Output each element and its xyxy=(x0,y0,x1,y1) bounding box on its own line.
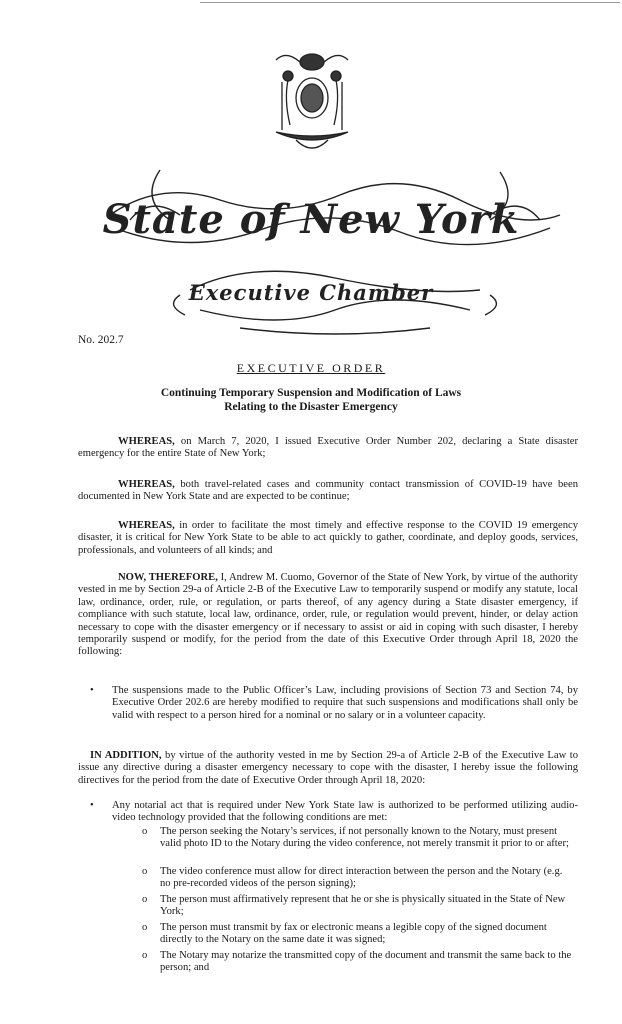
paragraph-lead: WHEREAS, xyxy=(118,479,175,490)
paragraph-text: I, Andrew M. Cuomo, Governor of the State of New York, by virtue of the authority vested in me by Section 29-a of Article 2-B of the Executive Law to temporarily suspend or modify any statute, local law, ordinance, order, rule, or regulation, or parts thereof, of any agency during a State disaster emergency, if compliance with such statute, local law, ordinance, order, rule, or regulation would prevent, hinder, or delay action necessary to cope with the disaster emergency or if necessary to assist or aid in coping with such disaster, I hereby temporarily suspend or modify, for the period from the date of this Executive Order through April 18, 2020 the following: xyxy=(78,572,578,658)
condition-text: The video conference must allow for direct interaction between the person and the Notary (e.g. no pre-recorded videos of the person signing); xyxy=(160,866,563,890)
order-number: No. 202.7 xyxy=(78,334,124,346)
paragraph-lead: IN ADDITION, xyxy=(90,750,162,761)
condition-item xyxy=(142,922,574,947)
state-seal-icon xyxy=(266,40,358,158)
subtitle-line-1: Continuing Temporary Suspension and Modification of Laws xyxy=(160,387,462,399)
sub-bullet-marker: o xyxy=(142,922,148,933)
scan-edge-line xyxy=(200,2,620,3)
condition-text: The Notary may notarize the transmitted copy of the document and transmit the same back to the person; and xyxy=(160,950,572,974)
now-therefore-paragraph xyxy=(78,572,578,659)
paragraph-lead: NOW, THEREFORE, xyxy=(118,572,218,583)
whereas-paragraph-1 xyxy=(78,436,578,461)
whereas-paragraph-3 xyxy=(78,520,578,557)
paragraph-text: on March 7, 2020, I issued Executive Order Number 202, declaring a State disaster emergency for the entire State of New York; xyxy=(78,436,578,460)
letterhead-state-name: State of New York xyxy=(102,196,520,243)
whereas-paragraph-2 xyxy=(78,479,578,504)
bullet-public-officers-law xyxy=(90,685,578,722)
paragraph-text: in order to facilitate the most timely and effective response to the COVID 19 emergency disaster, it is critical for New York State to be able to act quickly to gather, coordinate, and deploy goods, services, professionals, and volunteers of all kinds; and xyxy=(78,520,578,556)
bullet-notarial-act xyxy=(90,800,578,825)
letterhead-flourish xyxy=(100,160,570,340)
in-addition-paragraph xyxy=(78,750,578,787)
sub-bullet-marker: o xyxy=(142,826,148,837)
condition-item xyxy=(142,950,574,975)
condition-text: The person must affirmatively represent that he or she is physically situated in the State of New York; xyxy=(160,894,566,918)
letterhead-executive-chamber: Executive Chamber xyxy=(188,280,434,305)
condition-item xyxy=(142,894,574,919)
paragraph-text: both travel-related cases and community contact transmission of COVID-19 have been documented in New York State and are expected to be continue; xyxy=(78,479,578,503)
bullet-marker: • xyxy=(90,800,94,811)
document-heading: EXECUTIVE ORDER xyxy=(236,361,386,375)
paragraph-text: by virtue of the authority vested in me by Section 29-a of Article 2-B of the Executive Law to issue any directive during a disaster emergency necessary to cope with the disaster, I hereby issue the following directives for the period from the date of Executive Order through April 18, 2020: xyxy=(78,750,579,786)
subtitle-line-2: Relating to the Disaster Emergency xyxy=(224,401,398,413)
bullet-text: The suspensions made to the Public Officer’s Law, including provisions of Section 73 and Section 74, by Executive Order 202.6 are hereby modified to require that such suspensions and modifications shall only be valid with respect to a person hired for a nominal or no salary or in a volunteer capacity. xyxy=(112,685,578,721)
condition-text: The person must transmit by fax or electronic means a legible copy of the signed document directly to the Notary on the same date it was signed; xyxy=(160,922,547,946)
document-subtitle xyxy=(120,386,502,414)
sub-bullet-marker: o xyxy=(142,894,148,905)
bullet-marker: • xyxy=(90,685,94,696)
paragraph-lead: WHEREAS, xyxy=(118,436,175,447)
condition-item xyxy=(142,826,574,851)
condition-text: The person seeking the Notary’s services, if not personally known to the Notary, must present valid photo ID to the Notary during the video conference, not merely transmit it prior to or after; xyxy=(160,826,569,850)
paragraph-lead: WHEREAS, xyxy=(118,520,175,531)
bullet-text: Any notarial act that is required under New York State law is authorized to be performed utilizing audio-video technology provided that the following conditions are met: xyxy=(112,800,578,824)
sub-bullet-marker: o xyxy=(142,866,148,877)
condition-item xyxy=(142,866,574,891)
sub-bullet-marker: o xyxy=(142,950,148,961)
